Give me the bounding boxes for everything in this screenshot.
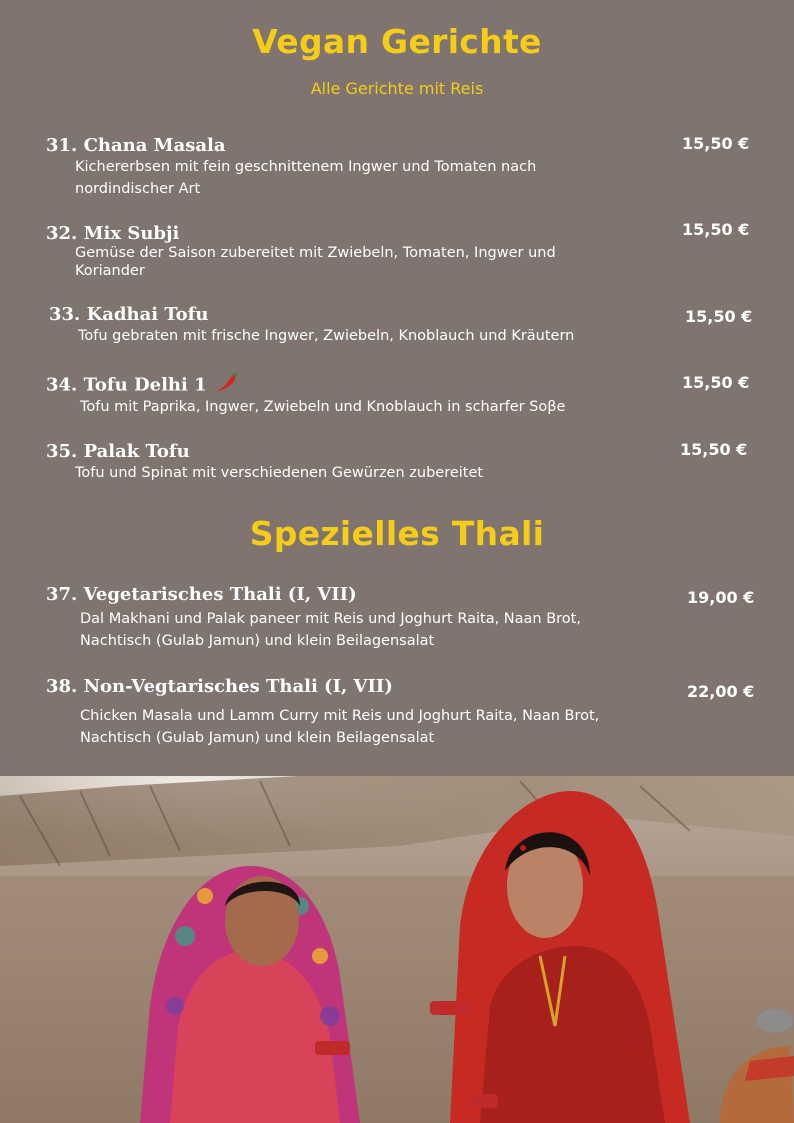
- dish-name: 32. Mix Subji: [46, 223, 180, 244]
- dish-name-text: 34. Tofu Delhi 1: [46, 374, 207, 396]
- dish-description: Tofu mit Paprika, Ingwer, Zwiebeln und Knoblauch in scharfer Soβe: [80, 399, 566, 415]
- chili-pepper-icon: [215, 373, 239, 398]
- dish-name: 31. Chana Masala: [46, 135, 226, 156]
- dish-name-with-icon: [46, 373, 239, 398]
- women-in-sarees-photo: [0, 776, 794, 1123]
- section-title-vegan: Vegan Gerichte: [252, 22, 542, 61]
- dish-name: 35. Palak Tofu: [46, 441, 190, 462]
- dish-price: 15,50 €: [685, 307, 753, 326]
- dish-description: Chicken Masala und Lamm Curry mit Reis und Joghurt Raita, Naan Brot, Nachtisch (Gulab Jamun) und klein Beilagensalat: [80, 708, 600, 746]
- dish-price: 15,50 €: [682, 373, 750, 392]
- dish-price: 15,50 €: [682, 134, 750, 153]
- section-subtitle-vegan: Alle Gerichte mit Reis: [310, 79, 484, 98]
- dish-description: Tofu gebraten mit frische Ingwer, Zwiebeln, Knoblauch und Kräutern: [78, 328, 575, 344]
- dish-description: Gemüse der Saison zubereitet mit Zwiebeln, Tomaten, Ingwer und Koriander: [75, 245, 556, 279]
- dish-price: 15,50 €: [680, 440, 748, 459]
- dish-name: 33. Kadhai Tofu: [49, 304, 209, 325]
- dish-description: Dal Makhani und Palak paneer mit Reis und Joghurt Raita, Naan Brot, Nachtisch (Gulab Jamun) und klein Beilagensalat: [80, 611, 581, 649]
- dish-price: 22,00 €: [687, 682, 755, 701]
- dish-name: 38. Non-Vegtarisches Thali (I, VII): [46, 676, 393, 697]
- dish-description: Tofu und Spinat mit verschiedenen Gewürzen zubereitet: [75, 465, 484, 481]
- dish-description: Kichererbsen mit fein geschnittenem Ingwer und Tomaten nach nordindischer Art: [75, 159, 537, 197]
- dish-price: 19,00 €: [687, 588, 755, 607]
- section-title-thali: Spezielles Thali: [249, 514, 545, 553]
- dish-price: 15,50 €: [682, 220, 750, 239]
- dish-name: 37. Vegetarisches Thali (I, VII): [46, 584, 357, 605]
